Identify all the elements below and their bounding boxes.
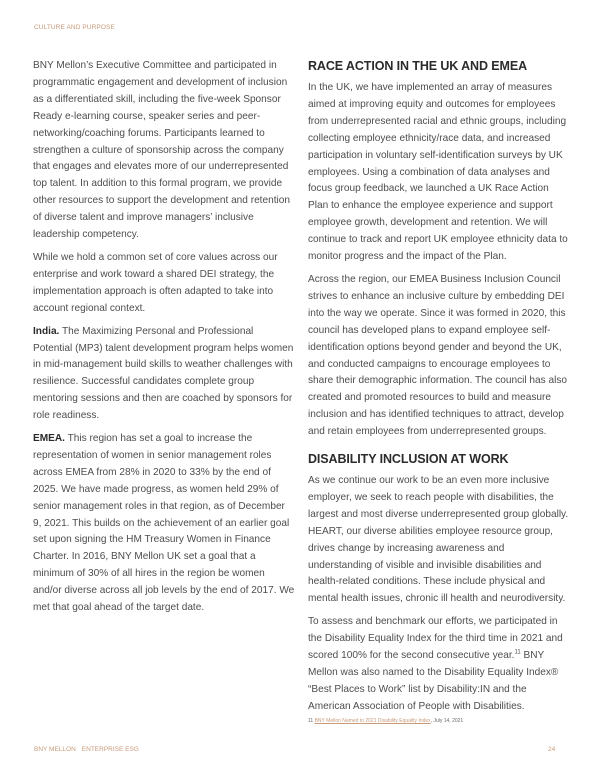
footnote — [308, 718, 463, 724]
left-column — [33, 58, 295, 623]
disability-text-a: To assess and benchmark our efforts, we participated in the Disability Equality Index for the third time in 2021 and scored 100% for the second consecutive year. — [308, 616, 563, 662]
disability-paragraph-2 — [308, 614, 570, 715]
footnote-number: 11 — [308, 718, 314, 724]
regional-context-paragraph: While we hold a common set of core values across our enterprise and work toward a shared DEI strategy, the implementation approach is often adapted to take into account regional context. — [33, 251, 278, 314]
race-action-paragraph-2: Across the region, our EMEA Business Inclusion Council strives to enhance an inclusive culture by embedding DEI into the way we operate. Since it was formed in 2020, this council has developed plans to expand employee self-identification options beyond gender and beyond the UK, and conducted campaigns to encourage employees to share their demographic information. The council has also created and promoted resources to build and measure inclusion and has identified techniques to attract, develop and retain employees from underrepresented groups. — [308, 273, 568, 438]
footnote-reference[interactable]: 11 — [514, 649, 521, 656]
right-column — [308, 58, 570, 722]
emea-text: This region has set a goal to increase the representation of women in senior management roles across EMEA from 28% in 2020 to 33% by the end of 2025. We have made progress, as women held 29% of senior management roles in that region, as of December 9, 2021. This builds on the achievement of an earlier goal set upon signing the HM Treasury Women in Finance Charter. In 2016, BNY Mellon UK set a goal that a minimum of 30% of all hires in the region be women and/or diverse across all job levels by the end of 2017. We met that goal ahead of the target date. — [33, 433, 295, 614]
intro-paragraph: BNY Mellon’s Executive Committee and participated in programmatic engagement and development of inclusion as a differentiated skill, including the five-week Sponsor Ready e-learning course, speaker series and peer-networking/coaching forums. Participants learned to strengthen a culture of sponsorship across the company that engages and elevates more of our underrepresented top talent. In addition to this formal program, we provide other resources to support the development and retention of diverse talent and improve managers’ inclusive leadership competency. — [33, 60, 290, 241]
disability-text-b: BNY Mellon was also named to the Disability Equality Index® “Best Places to Work” list by Disability:IN and the American Association of People with Disabilities. — [308, 650, 559, 712]
disability-paragraph-1: As we continue our work to be an even more inclusive employer, we seek to reach people with disabilities, the largest and most diverse underrepresented group globally. HEART, our diverse abilities employee resource group, drives change by increasing awareness and understanding of visible and invisible disabilities and health-related conditions. These include physical and mental health issues, chronic ill health and neurodiversity. — [308, 475, 569, 605]
india-lead: India. — [33, 325, 60, 337]
race-action-heading: RACE ACTION IN THE UK AND EMEA — [308, 59, 527, 73]
section-label: CULTURE AND PURPOSE — [34, 24, 115, 31]
india-paragraph — [33, 324, 295, 425]
emea-paragraph — [33, 431, 295, 617]
footnote-suffix: , July 14, 2021 — [430, 718, 464, 724]
footer — [34, 746, 139, 753]
india-text: The Maximizing Personal and Professional Potential (MP3) talent development program helps women in mid-management build skills to weather challenges with resilience. Successful candidates complete group mentoring sessions and then are coached by sponsors for role readiness. — [33, 325, 294, 422]
page-number: 24 — [548, 746, 556, 753]
footnote-link[interactable]: BNY Mellon Named to 2021 Disability Equality Index — [314, 718, 431, 724]
disability-inclusion-heading: DISABILITY INCLUSION AT WORK — [308, 452, 509, 467]
race-action-paragraph-1: In the UK, we have implemented an array of measures aimed at improving equity and outcomes for employees from underrepresented racial and ethnic groups, including collecting employee ethnicity/race data, and increased participation in voluntary self-identification surveys by UK employees. Using a combination of data analyses and focus group feedback, we launched a UK Race Action Plan to enhance the employee experience and support employee growth, development and retention. We will continue to track and report UK employee ethnicity data to monitor progress and the impact of the Plan. — [308, 82, 568, 263]
footer-brand: BNY MELLON — [34, 746, 76, 753]
emea-lead: EMEA. — [33, 433, 65, 445]
footer-report-name: ENTERPRISE ESG — [81, 746, 139, 753]
